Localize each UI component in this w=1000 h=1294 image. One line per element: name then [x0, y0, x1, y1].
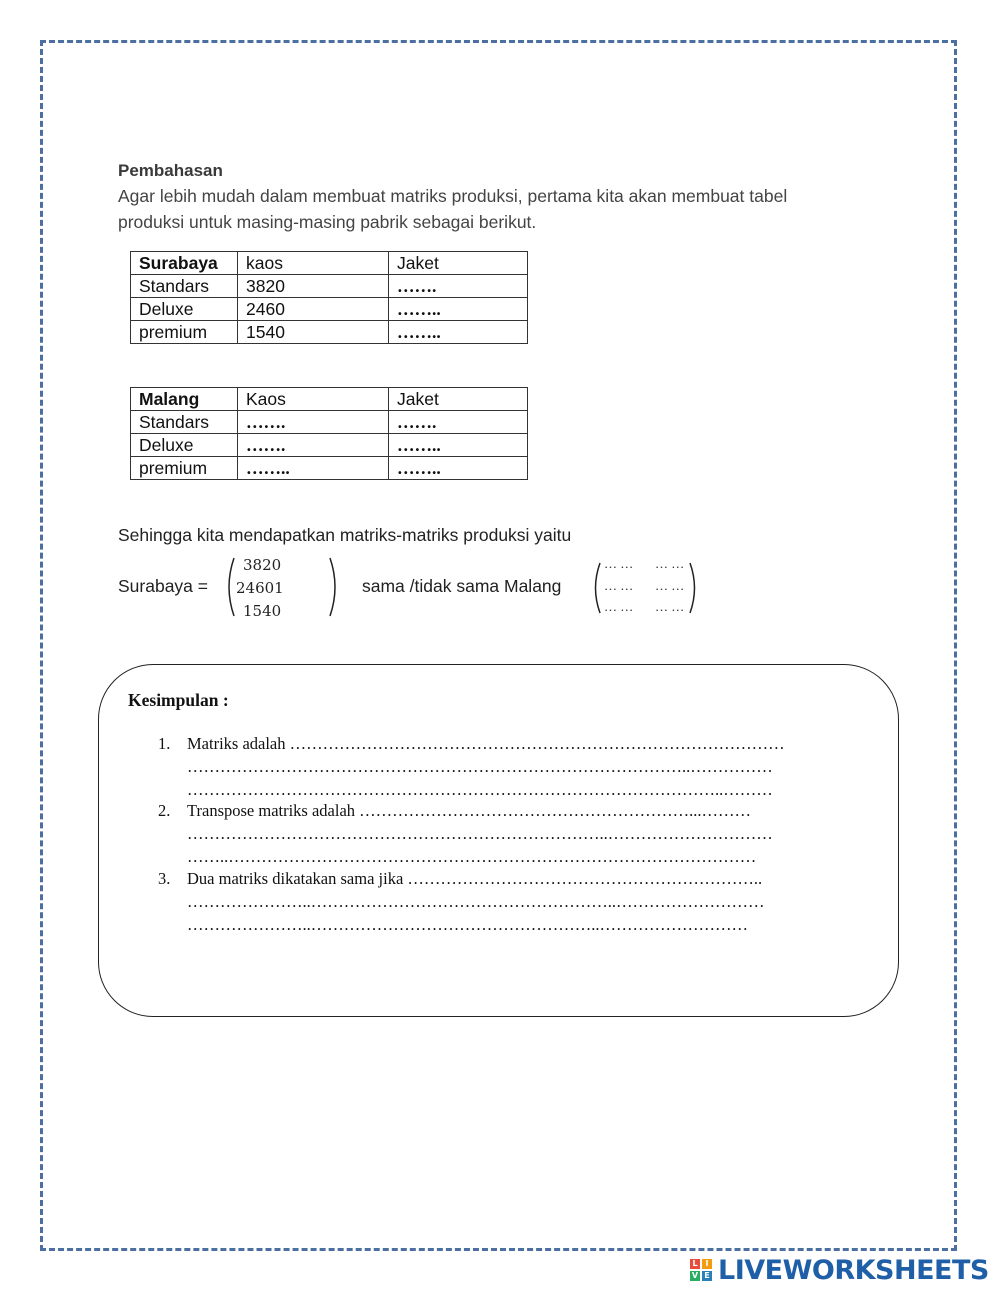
- left-paren: [596, 563, 601, 613]
- logo-letter: E: [702, 1271, 712, 1281]
- right-paren: [690, 563, 695, 613]
- matrix-blank[interactable]: … …: [604, 599, 634, 614]
- conclusion-line[interactable]: …………………………………………………………………..…………………………: [187, 824, 773, 843]
- table-cell: Surabaya: [131, 252, 238, 275]
- table-cell: Jaket: [389, 388, 528, 411]
- intro-line-2: produksi untuk masing-masing pabrik sebagai berikut.: [118, 212, 537, 232]
- conclusion-line[interactable]: ……..……………………………………………………………………………………: [187, 847, 757, 866]
- conclusion-line[interactable]: …………………..………………………………………………..………………………: [187, 892, 765, 911]
- blank-cell[interactable]: …….: [389, 411, 528, 434]
- blank-cell[interactable]: ……..: [389, 457, 528, 480]
- matrix-value: 3820: [243, 556, 282, 574]
- malang-table: [130, 387, 528, 480]
- blank-cell[interactable]: ……..: [389, 321, 528, 344]
- matrix-blank[interactable]: … …: [655, 556, 685, 571]
- intro-line-1: Agar lebih mudah dalam membuat matriks produksi, pertama kita akan membuat tabel: [118, 186, 788, 206]
- matrix-blank[interactable]: … …: [655, 578, 685, 593]
- matrix-value: 24601: [236, 579, 284, 597]
- table-cell: Malang: [131, 388, 238, 411]
- table-cell: Deluxe: [131, 434, 238, 457]
- matrix-value: 1540: [243, 602, 282, 620]
- table-cell: kaos: [238, 252, 389, 275]
- table-row: [131, 321, 528, 344]
- matrix-blank[interactable]: … …: [604, 556, 634, 571]
- blank-cell[interactable]: ……..: [389, 298, 528, 321]
- liveworksheets-logo: [690, 1254, 989, 1286]
- table-row: [131, 411, 528, 434]
- blank-cell[interactable]: …….: [238, 434, 389, 457]
- comparison-text: sama /tidak sama Malang: [362, 576, 562, 596]
- surabaya-table: [130, 251, 528, 344]
- table-cell: Kaos: [238, 388, 389, 411]
- conclusion-line[interactable]: ……………………………………………………………………………………..………: [187, 780, 773, 799]
- logo-text: LIVEWORKSHEETS: [718, 1254, 989, 1286]
- table-cell: premium: [131, 457, 238, 480]
- conclusion-line[interactable]: …………………..……………………………………………..………………………: [187, 915, 748, 934]
- conclusion-line[interactable]: Transpose matriks adalah ……………………………………………………...………: [187, 801, 752, 820]
- right-paren: [330, 558, 335, 616]
- surabaya-matrix-label: Surabaya =: [118, 576, 208, 596]
- left-paren: [229, 558, 234, 616]
- blank-cell[interactable]: …….: [389, 275, 528, 298]
- table-cell: Standars: [131, 411, 238, 434]
- logo-letter: V: [691, 1271, 699, 1280]
- item-number: 2.: [158, 801, 171, 820]
- table-header-row: [131, 388, 528, 411]
- matrix-blank[interactable]: … …: [604, 578, 634, 593]
- logo-letter: L: [690, 1259, 700, 1269]
- item-number: 3.: [158, 869, 171, 888]
- matrix-blank[interactable]: … …: [655, 599, 685, 614]
- table-cell: Standars: [131, 275, 238, 298]
- table-cell: 3820: [238, 275, 389, 298]
- matrix-lead-text: Sehingga kita mendapatkan matriks-matriks produksi yaitu: [118, 525, 572, 545]
- table-cell: premium: [131, 321, 238, 344]
- table-row: [131, 275, 528, 298]
- blank-cell[interactable]: …….: [238, 411, 389, 434]
- section-heading: Pembahasan: [118, 161, 223, 180]
- conclusion-title: Kesimpulan :: [128, 690, 229, 710]
- conclusion-line[interactable]: ………………………………………………………………………………..……………: [187, 757, 773, 776]
- conclusion-line[interactable]: Matriks adalah ………………………………………………………………………………: [187, 734, 785, 753]
- table-header-row: [131, 252, 528, 275]
- conclusion-line[interactable]: Dua matriks dikatakan sama jika ………………………………………………………..: [187, 869, 763, 888]
- item-number: 1.: [158, 734, 171, 753]
- blank-cell[interactable]: ……..: [238, 457, 389, 480]
- table-row: [131, 434, 528, 457]
- table-row: [131, 457, 528, 480]
- logo-grid-icon: [690, 1259, 712, 1281]
- table-cell: Deluxe: [131, 298, 238, 321]
- table-row: [131, 298, 528, 321]
- logo-letter: I: [702, 1259, 712, 1269]
- table-cell: 1540: [238, 321, 389, 344]
- table-cell: 2460: [238, 298, 389, 321]
- blank-cell[interactable]: ……..: [389, 434, 528, 457]
- intro-paragraph: [118, 183, 898, 235]
- table-cell: Jaket: [389, 252, 528, 275]
